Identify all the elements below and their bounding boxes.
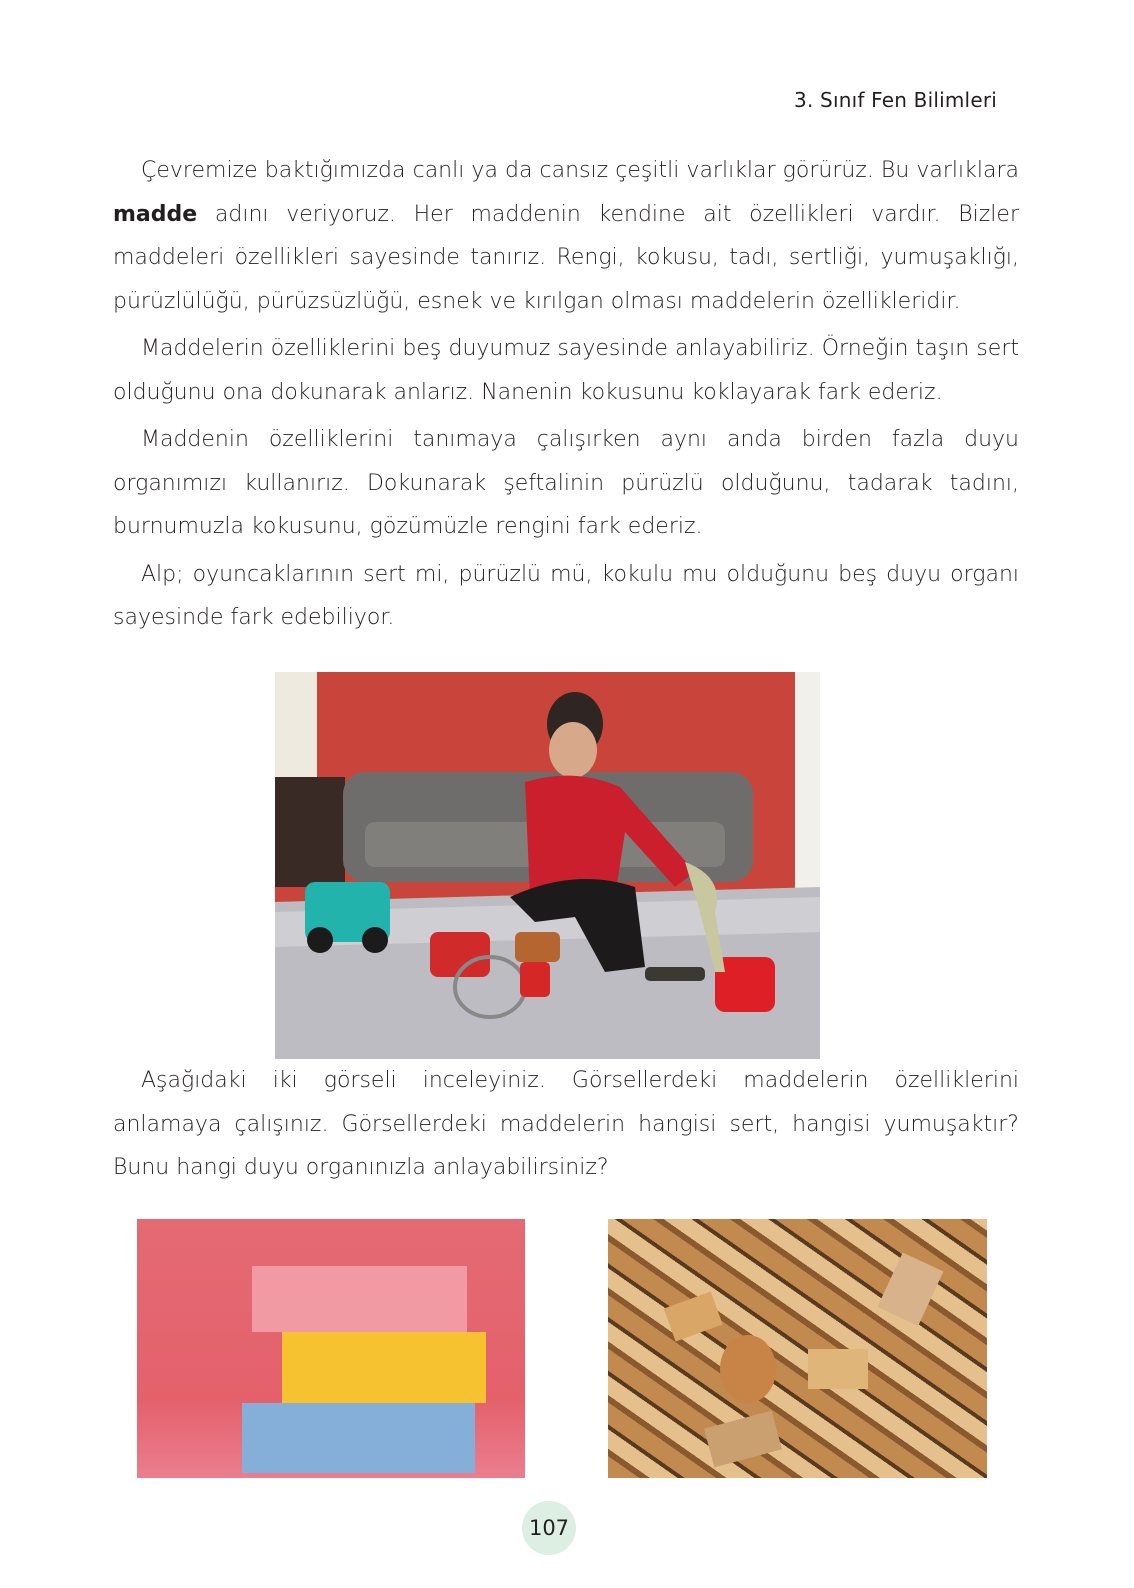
sponge-stack-illustration (137, 1219, 525, 1478)
paragraph-3: Maddenin özelliklerini tanımaya çalışırken aynı anda birden fazla duyu organımızı kullanırız. Dokunarak şeftalinin pürüzlü olduğunu, tadarak tadını, burnumuzla kokusunu, gözümüzle rengini fark ederiz. (113, 427, 1019, 539)
paragraph-4: Alp; oyuncaklarının sert mi, pürüzlü mü, kokulu mu olduğunu beş duyu organı sayesinde fark edebiliyor. (113, 561, 1019, 630)
paragraph-5: Aşağıdaki iki görseli inceleyiniz. Görsellerdeki maddelerin özelliklerini anlamaya çalışınız. Görsellerdeki maddelerin hangisi sert, hangisi yumuşaktır? Bunu hangi duyu organınızla anlayabilirsiniz? (113, 1068, 1019, 1180)
firewood-photo (608, 1219, 987, 1478)
sponges-photo (137, 1219, 525, 1478)
activity-text (113, 1059, 1019, 1190)
intro-text (113, 149, 1019, 640)
boy-playing-photo (275, 672, 820, 1059)
keyword-madde: madde (113, 201, 198, 227)
wood-logs-illustration (608, 1219, 987, 1478)
paragraph-2: Maddelerin özelliklerini beş duyumuz sayesinde anlayabiliriz. Örneğin taşın sert olduğunu ona dokunarak anlarız. Nanenin kokusunu koklayarak fark ederiz. (113, 336, 1019, 405)
book-header-title: 3. Sınıf Fen Bilimleri (794, 88, 997, 112)
page-number: 107 (522, 1501, 576, 1555)
photo-illustration (275, 672, 820, 1059)
paragraph-1: Çevremize baktığımızda canlı ya da cansız çeşitli varlıklar görürüz. Bu varlıklara madde adını veriyoruz. Her maddenin kendine ait özellikleri vardır. Bizler maddeleri özellikleri sayesinde tanırız. Rengi, kokusu, tadı, sertliği, yumuşaklığı, pürüzlülüğü, pürüzsüzlüğü, esnek ve kırılgan olması maddelerin özellikleridir. (113, 158, 1019, 314)
